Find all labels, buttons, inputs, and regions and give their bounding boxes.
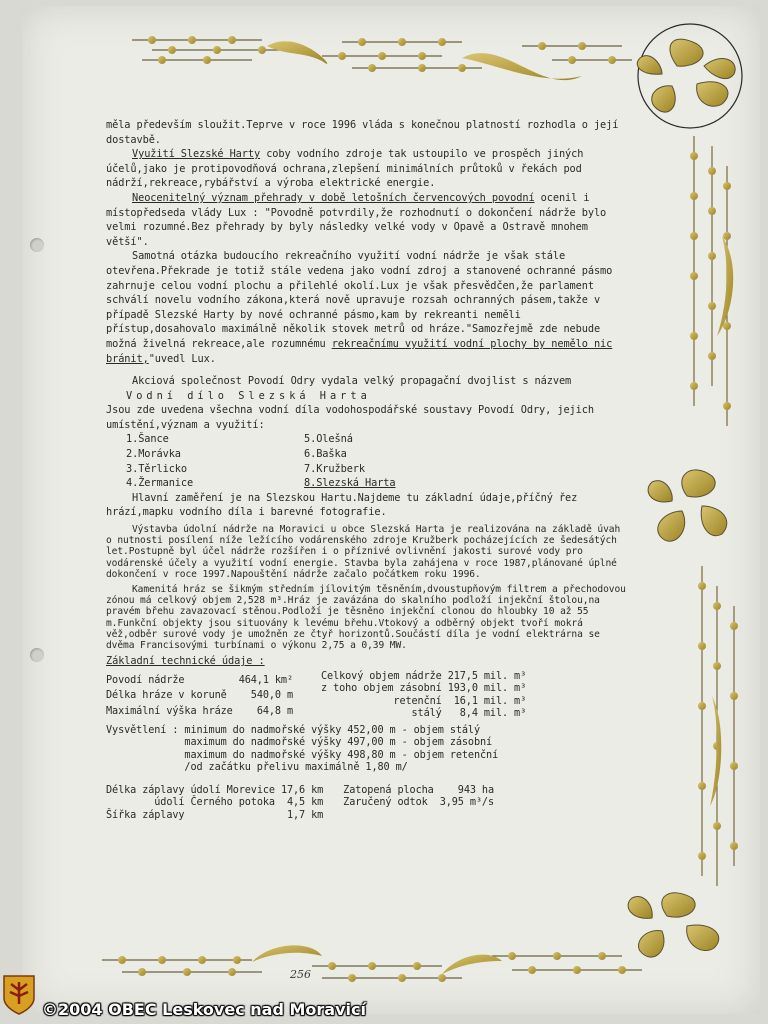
paragraph xyxy=(106,147,626,191)
table-cell: Zaručený odtok xyxy=(343,797,428,809)
table-cell: 464,1 km² xyxy=(238,674,294,686)
list-item: 2.Morávka xyxy=(126,448,181,461)
list-item: 7.Kružberk xyxy=(304,462,365,475)
table-cell: 943 ha xyxy=(457,784,494,796)
tech-data xyxy=(106,671,626,721)
underlined-phrase: Neocenitelný význam přehrady v době letošních červencových povodní xyxy=(132,191,535,204)
copyright-footer xyxy=(0,996,768,1024)
paragraph-text: ocenil i místopředseda vlády Lux : "Povodně potvrdily,že rozhodnutí o dokončení nádrže bylo velmi rozumné.Bez přehrady by byly následky velké vody v Opavě a Ostravě mnohem větší". xyxy=(106,191,607,248)
paragraph xyxy=(106,191,626,249)
table-cell: 452,00 m xyxy=(347,724,396,736)
underlined-phrase: rekreačnímu využití vodní plochy by nemělo nic bránit, xyxy=(106,337,613,365)
table-cell: 217,5 mil. m³ xyxy=(447,670,527,682)
table-cell: Maximální výška hráze xyxy=(106,705,233,717)
table-cell: 497,00 m xyxy=(347,737,396,749)
table-cell: Délka hráze v koruně xyxy=(106,690,227,702)
paragraph: Výstavba údolní nádrže na Moravici u obce Slezská Harta je realizována na základě úvah o nutnosti posílení níže ležícího vodárenského zdroje Kružberk pocházejících ze šedesátých let.Postupně byl účel nádrže rozšířen i o příznivé ovlivnění jakosti surové vody pro vodárenské účely a využití vodní energie. Stavba byla zahájena v roce 1987,plánované úplné dokončení v roce 1997.Napouštění nádrže začalo počátkem roku 1996. xyxy=(106,524,621,580)
table-cell: 16,1 mil. m³ xyxy=(453,695,527,707)
coat-of-arms-icon xyxy=(2,974,36,1016)
list-item: 6.Baška xyxy=(304,448,347,461)
table-cell: údolí Černého potoka xyxy=(154,797,275,809)
table-cell: Celkový objem nádrže xyxy=(321,670,442,682)
table-cell: /od začátku přelivu maximálně 1,80 m/ xyxy=(184,762,408,774)
paragraph: Akciová společnost Povodí Odry vydala velký propagační dvojlist s názvem xyxy=(132,375,572,388)
tech-table-left xyxy=(106,675,299,721)
explanation-label: Vysvětlení : xyxy=(106,724,179,736)
paragraph-text: Samotná otázka budoucího rekreačního využití vodní nádrže je však stále otevřena.Překrade je totiž stále vedena jako vodní zdroj a stanovené ochranné pásmo zahrnuje celou vodní plochu a přilehlé okolí.Lux je však přesvědčen,že parlament schválí novelu vodního zákona,která nově upravuje rozsah ochranných pásem,takže v případě Slezské Harty by nové ochranné pásmo,kam by rekreanti neměli přístup,dosahovalo maximálně několik stovek metrů od hráze."Samozřejmě zde nebude možná živelná rekreace,ale rozumnému xyxy=(106,250,613,350)
table-cell: 3,95 m³/s xyxy=(439,797,494,809)
page-number: 256 xyxy=(290,968,311,981)
publication-title: Vodní dílo Slezská Harta xyxy=(126,389,371,402)
explanation-block xyxy=(106,725,626,775)
paragraph-text: "uvedl Lux. xyxy=(148,352,216,365)
tech-table-right xyxy=(321,671,532,721)
table-cell: 540,0 m xyxy=(250,690,294,702)
table-cell: 8,4 mil. m³ xyxy=(459,708,527,720)
flood-table xyxy=(106,785,500,823)
table-cell: 64,8 m xyxy=(256,705,294,717)
list-item: 8.Slezská Harta xyxy=(304,477,396,490)
table-cell: Šířka záplavy xyxy=(106,809,185,821)
table-cell: 1,7 km xyxy=(286,809,324,821)
table-cell: maximum do nadmořské výšky xyxy=(184,737,342,749)
table-cell: 193,0 mil. m³ xyxy=(447,683,527,695)
table-cell: z toho objem zásobní xyxy=(321,683,442,695)
paragraph: měla především sloužit.Teprve v roce 1996 vláda s konečnou platností rozhodla o její dostavbě. xyxy=(106,119,619,146)
list-item: 3.Těrlicko xyxy=(126,462,187,475)
paragraph-text: coby vodního zdroje tak ustoupilo ve prospěch jiných účelů,jako je protipovodňová ochrana,zlepšení minimálních průtoků v řekách pod nádrží,rekreace,rybářství a výroba elektrické energie. xyxy=(106,148,584,190)
table-cell: retenční xyxy=(393,695,442,707)
paragraph: Jsou zde uvedena všechna vodní díla vodohospodářské soustavy Povodí Odry, jejich umístění,význam a využití: xyxy=(106,404,594,431)
table-cell: minimum do nadmořské výšky xyxy=(184,724,342,736)
table-cell: Délka záplavy údolí Morevice xyxy=(106,784,275,796)
table-cell: - objem zásobní xyxy=(401,737,493,749)
table-cell: - objem stálý xyxy=(401,724,480,736)
table-cell: 17,6 km xyxy=(280,784,324,796)
table-cell: - objem retenční xyxy=(401,749,499,761)
paragraph xyxy=(106,249,626,366)
list-item: 5.Olešná xyxy=(304,433,353,446)
tech-heading: Základní technické údaje : xyxy=(106,655,265,668)
paragraph: Kamenitá hráz se šikmým středním jílovitým těsněním,dvoustupňovým filtrem a přechodovou zónou má celkový objem 2,528 m³.Hráz je zavázána do skalního podloží injekční štolou,na pravém břehu zavazovací stěnou.Podloží je těsněno injekční clonou do hloubky 10 až 55 m.Funkční objekty jsou situovány k levému břehu.Vtokový a odběrný objekt tvoří mokrá věž,odběr surové vody je umožněn ze čtyř horizontů.Součástí díla je vodní elektrárna se dvěma Francisovými turbínami o výkonu 2,75 a 0,39 MW. xyxy=(106,584,626,652)
table-cell: Zatopená plocha xyxy=(343,784,434,796)
explanation-table xyxy=(106,725,504,775)
list-item: 4.Žermanice xyxy=(126,477,194,490)
document-body xyxy=(106,118,626,822)
table-cell: stálý xyxy=(411,708,442,720)
copyright-text: ©2004 OBEC Leskovec nad Moravicí xyxy=(42,1000,366,1019)
table-cell: 4,5 km xyxy=(286,797,324,809)
reservoir-list xyxy=(106,432,626,490)
list-item: 1.Šance xyxy=(126,433,169,446)
table-cell: 498,80 m xyxy=(347,749,396,761)
underlined-phrase: Využití Slezské Harty xyxy=(132,148,261,161)
table-cell: Povodí nádrže xyxy=(106,674,185,686)
table-cell: maximum do nadmořské výšky xyxy=(184,749,342,761)
paragraph: Hlavní zaměření je na Slezskou Hartu.Najdeme tu základní údaje,příčný řez hrází,mapku vodního díla i barevné fotografie. xyxy=(106,491,578,519)
